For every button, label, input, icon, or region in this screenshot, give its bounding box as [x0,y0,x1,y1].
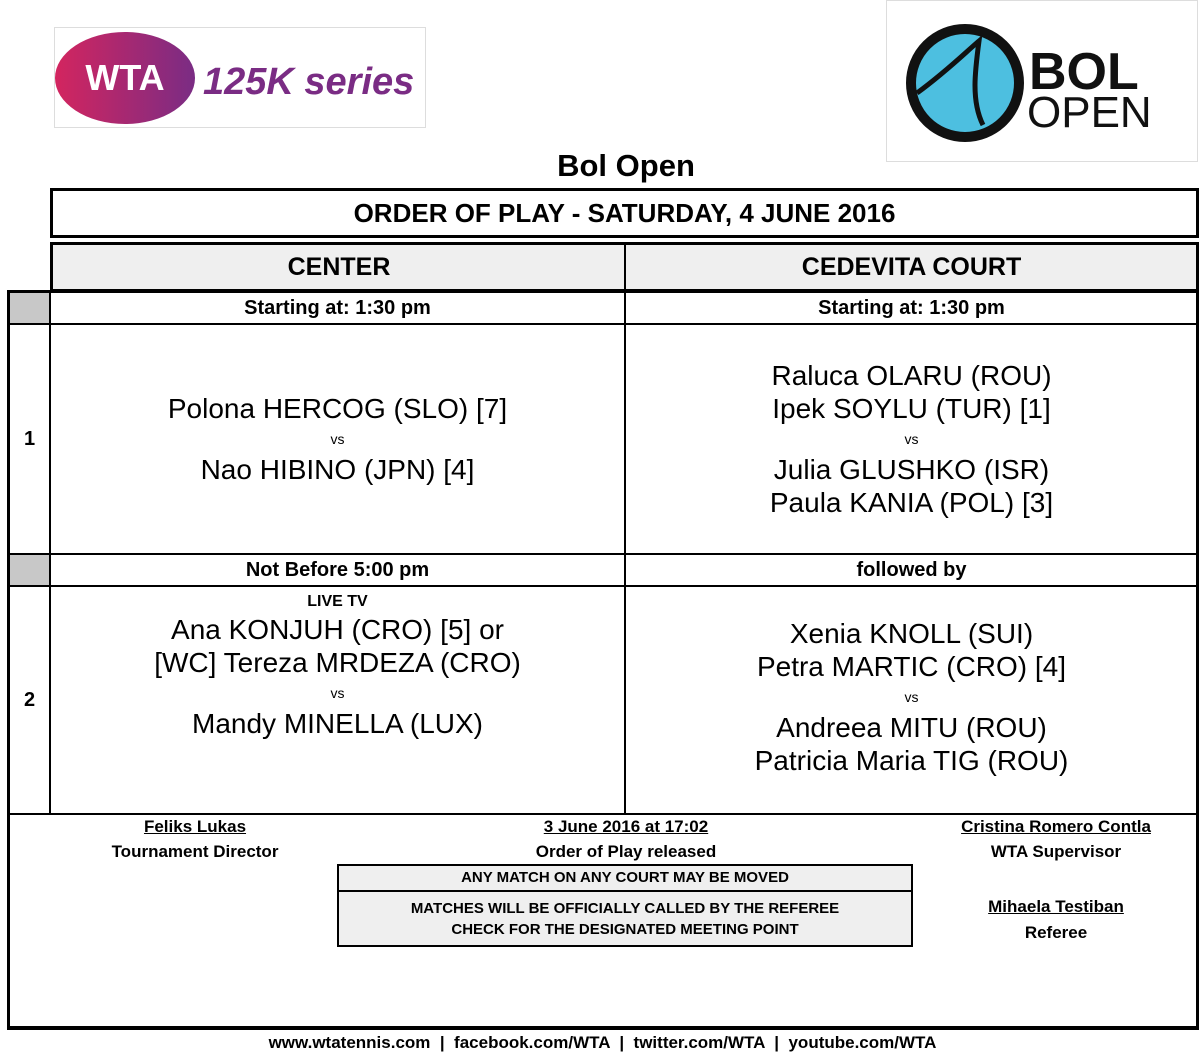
vs-label: vs [904,431,919,447]
wta-brand-text: WTA [85,57,165,98]
notice-line-2: CHECK FOR THE DESIGNATED MEETING POINT [451,921,799,938]
cedevita-match-2 [626,587,1197,813]
notice-line-1: MATCHES WILL BE OFFICIALLY CALLED BY THE REFEREE [410,900,840,917]
match-number-2: 2 [23,688,36,711]
bol-logo-graphic [887,1,1197,161]
release-time: 3 June 2016 at 17:02 [543,817,709,836]
player-name: Ipek SOYLU (TUR) [1] [772,393,1051,424]
vs-label: vs [330,431,345,447]
player-name: [WC] Tereza MRDEZA (CRO) [154,647,521,678]
player-name: Ana KONJUH (CRO) [5] or [171,614,504,645]
cedevita-start-time-2: followed by [856,558,967,581]
order-of-play-banner: ORDER OF PLAY - SATURDAY, 4 JUNE 2016 [50,188,1199,238]
supervisor-role: WTA Supervisor [990,842,1122,861]
footer-links: www.wtatennis.com | facebook.com/WTA | twitter.com/WTA | youtube.com/WTA [268,1032,937,1052]
court-center-header: CENTER [287,252,391,281]
row2-bottom [10,813,1197,815]
referee-name: Mihaela Testiban [988,897,1124,916]
center-start-time-1: Starting at: 1:30 pm [244,296,431,319]
player-name: Polona HERCOG (SLO) [7] [167,393,508,424]
player-name: Xenia KNOLL (SUI) [789,618,1034,649]
row1-start-marker [10,293,49,323]
notice-match-moved: ANY MATCH ON ANY COURT MAY BE MOVED [337,864,913,892]
header-divider [624,245,626,289]
notice-called-by-referee [337,890,913,947]
bol-bottom-text: OPEN [1027,88,1152,137]
wta-125k-logo [54,27,426,128]
court-cedevita-header: CEDEVITA COURT [801,252,1022,281]
vs-label: vs [330,685,345,701]
player-name: Paula KANIA (POL) [3] [769,487,1054,518]
player-name: Patricia Maria TIG (ROU) [754,745,1069,776]
release-label: Order of Play released [535,842,717,861]
player-name: Raluca OLARU (ROU) [771,360,1052,391]
wta-logo-graphic [55,28,425,127]
center-start-time-2: Not Before 5:00 pm [245,558,430,581]
player-name: Nao HIBINO (JPN) [4] [200,454,475,485]
cedevita-match-1 [626,325,1197,553]
vs-label: vs [904,689,919,705]
match-number-1: 1 [23,427,36,450]
director-name: Feliks Lukas [143,817,247,836]
wta-series-text: 125K series [203,61,415,103]
player-name: Andreea MITU (ROU) [776,712,1047,743]
player-name: Julia GLUSHKO (ISR) [773,454,1050,485]
center-match-2 [51,587,624,813]
player-name: Petra MARTIC (CRO) [4] [756,651,1067,682]
document-title: Bol Open [557,148,695,183]
live-tv-label: LIVE TV [307,593,368,610]
supervisor-name: Cristina Romero Contla [961,817,1151,836]
bol-open-logo [886,0,1198,162]
director-role: Tournament Director [111,842,279,861]
center-match-1 [51,325,624,553]
referee-role: Referee [1024,923,1088,942]
cedevita-start-time-1: Starting at: 1:30 pm [818,296,1005,319]
player-name: Mandy MINELLA (LUX) [192,708,483,739]
bol-top-text: BOL [1029,43,1139,101]
row2-start-marker [10,555,49,585]
